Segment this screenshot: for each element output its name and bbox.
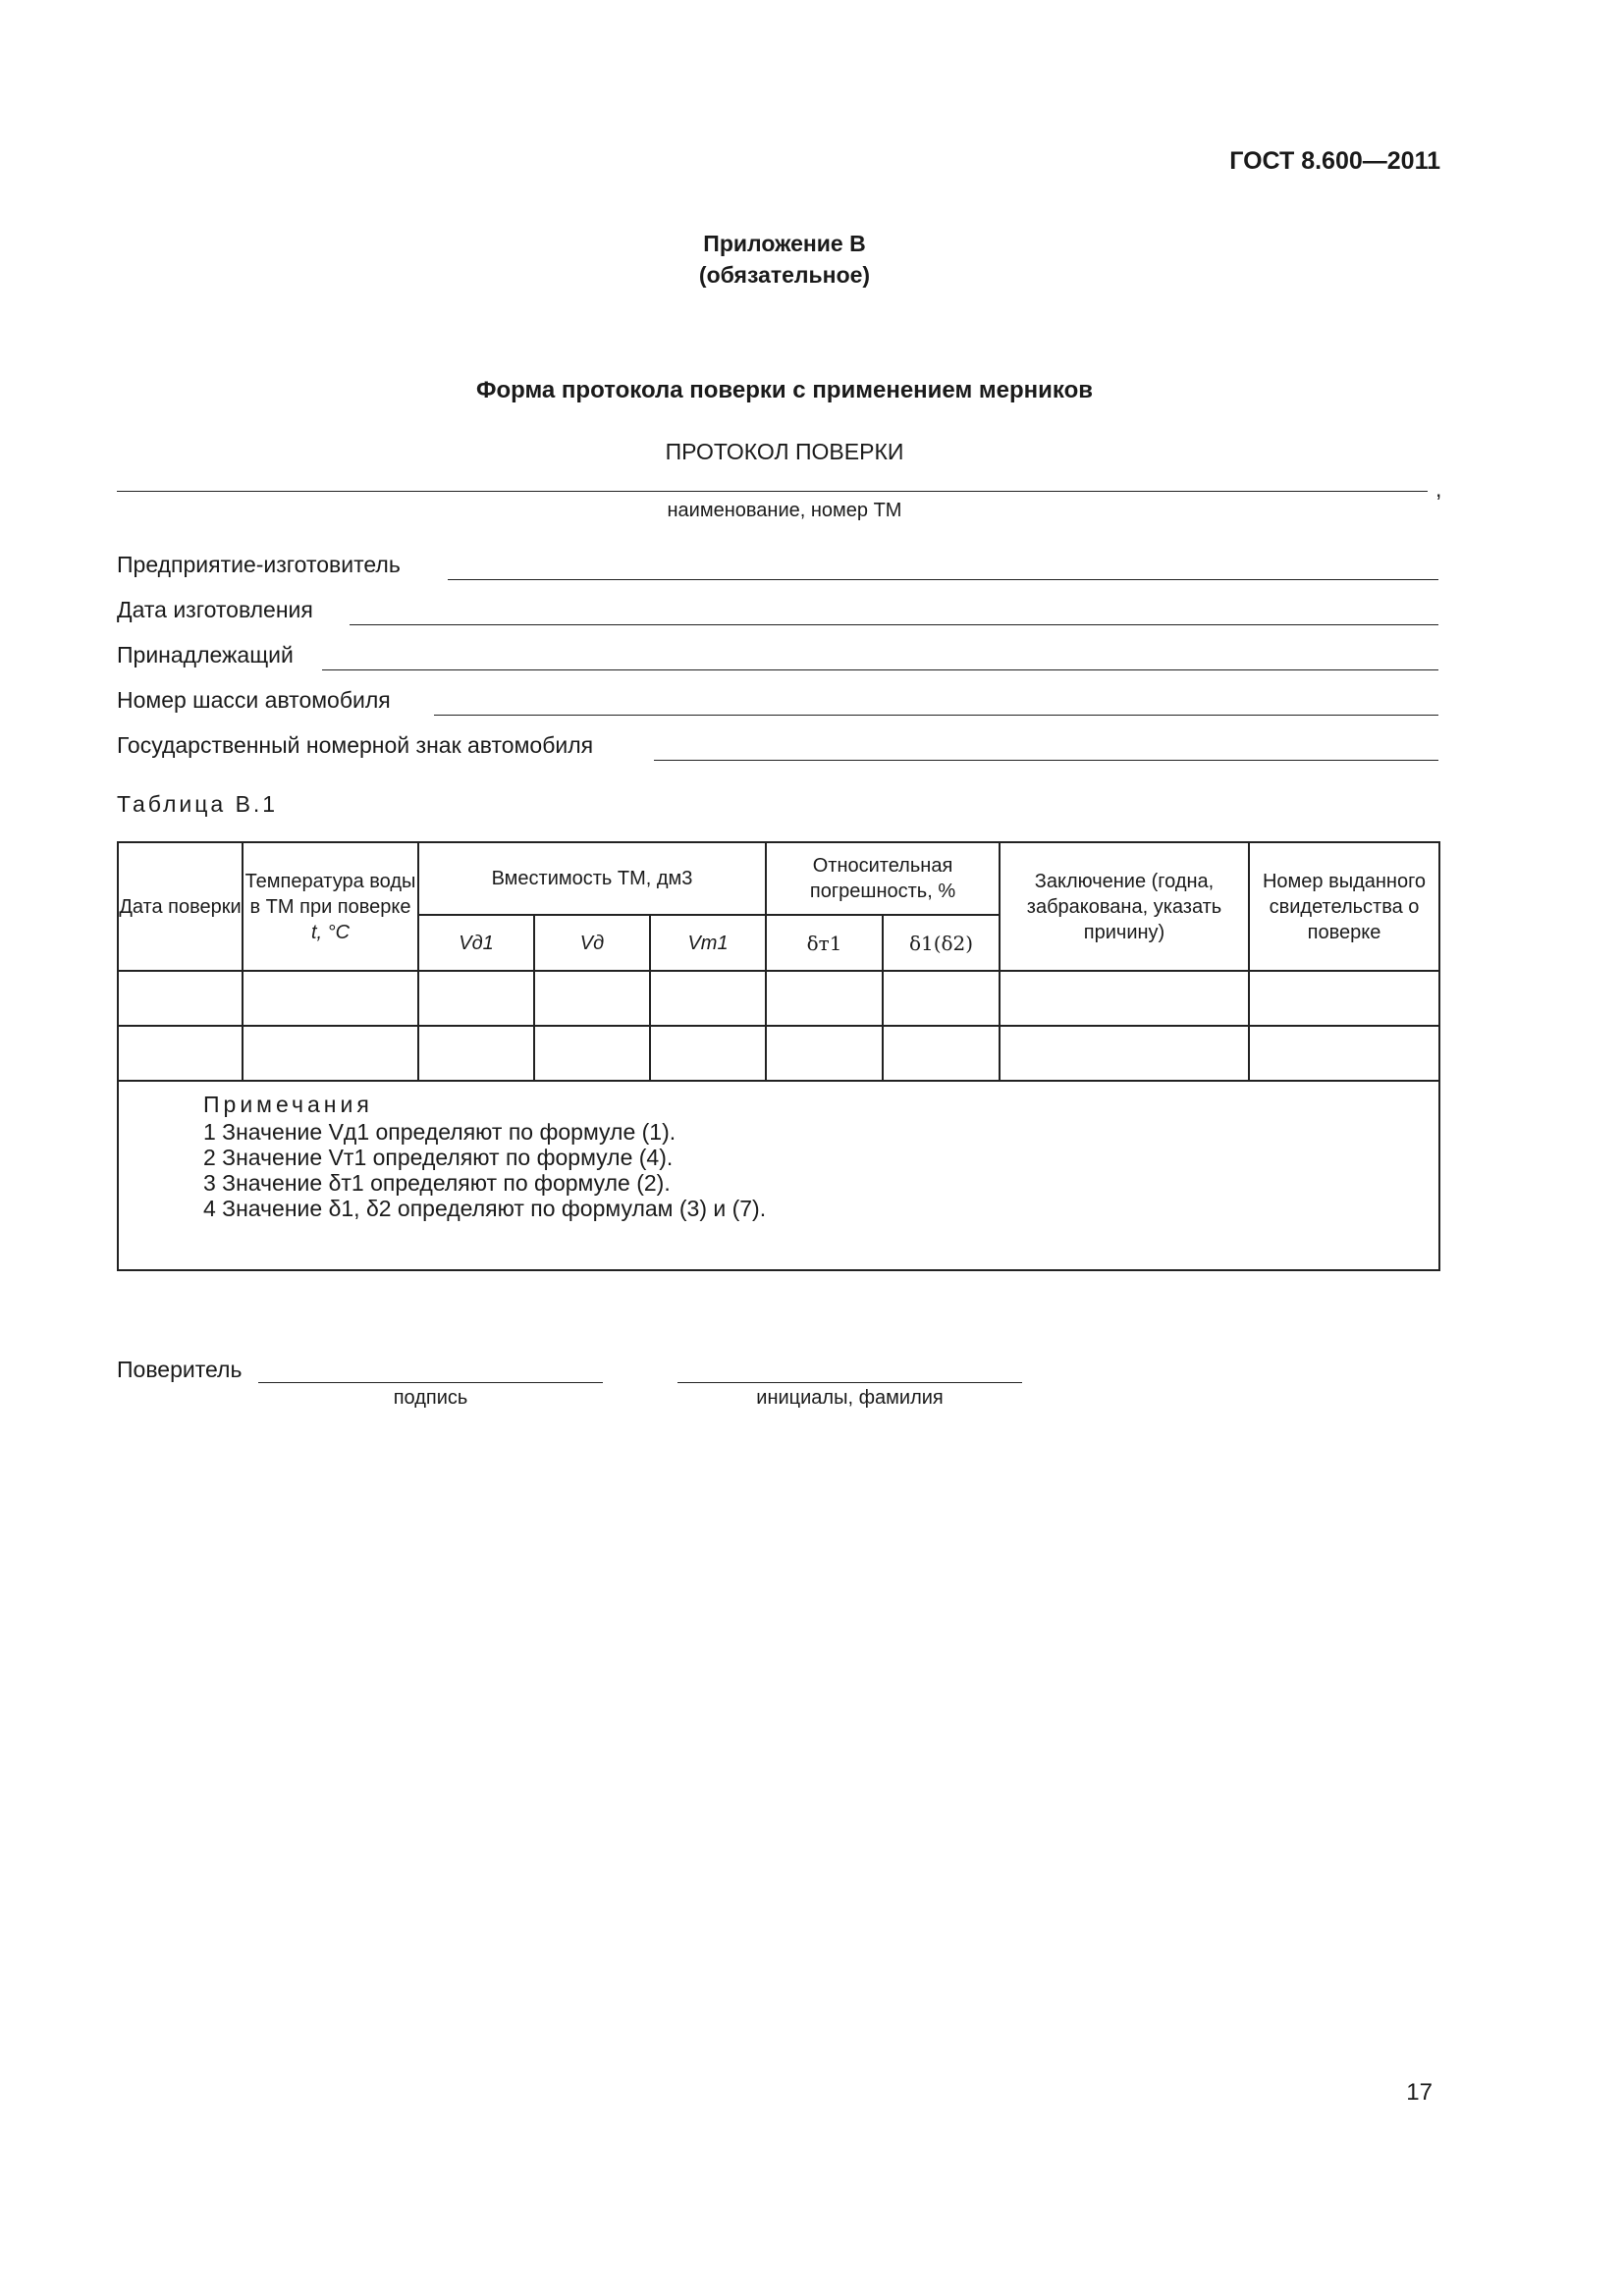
header-temperature-unit: t, °С [310,921,351,943]
header-temperature-text: Температура воды в ТМ при поверке [244,870,416,918]
signature-caption: подпись [393,1387,468,1409]
header-vd1: Vд1 [418,915,534,971]
header-capacity: Вместимость ТМ, дм3 [418,842,766,915]
manufacture-date-label: Дата изготовления [117,597,313,622]
header-certificate: Номер выданного свидетельства о поверке [1249,842,1439,971]
cell-delta-t1[interactable] [766,971,883,1026]
table-label: Таблица В.1 [117,791,279,817]
verifier-label: Поверитель [117,1357,243,1382]
form-title: Форма протокола поверки с применением мерников [475,377,1093,403]
cell-certificate[interactable] [1249,1026,1439,1081]
header-vd: Vд [534,915,650,971]
note-item: 2 Значение Vт1 определяют по формуле (4). [203,1145,674,1170]
signature-line[interactable] [258,1382,603,1383]
header-temperature [243,842,418,971]
cell-date[interactable] [118,971,243,1026]
chassis-number-line[interactable] [434,715,1438,716]
standard-number: ГОСТ 8.600—2011 [1229,147,1440,175]
note-item: 1 Значение Vд1 определяют по формуле (1). [203,1119,677,1145]
table-row [118,1026,1439,1081]
note-item: 4 Значение δ1, δ2 определяют по формулам (3) и (7). [203,1196,767,1221]
annex-title: Приложение В [703,231,866,256]
annex-status: (обязательное) [698,262,871,288]
cell-temperature[interactable] [243,971,418,1026]
initials-caption: инициалы, фамилия [756,1387,944,1409]
name-line-comma: , [1435,476,1442,502]
cell-vd[interactable] [534,971,650,1026]
cell-vt1[interactable] [650,1026,766,1081]
owner-label: Принадлежащий [117,642,294,667]
name-caption: наименование, номер ТМ [667,500,902,521]
name-line [117,491,1428,492]
header-conclusion: Заключение (годна, забракована, указать причину) [1000,842,1249,971]
manufacture-date-line[interactable] [350,624,1438,625]
manufacturer-label: Предприятие-изготовитель [117,552,401,577]
header-delta1-delta2: δ1(δ2) [883,915,1000,971]
note-item: 3 Значение δт1 определяют по формуле (2). [203,1170,671,1196]
cell-certificate[interactable] [1249,971,1439,1026]
cell-vd[interactable] [534,1026,650,1081]
verification-table [117,841,1440,1271]
cell-temperature[interactable] [243,1026,418,1081]
owner-line[interactable] [322,669,1438,670]
table-row [118,971,1439,1026]
manufacturer-line[interactable] [448,579,1438,580]
cell-vd1[interactable] [418,971,534,1026]
table-notes [118,1081,1439,1270]
page-number: 17 [1406,2079,1433,2106]
initials-line[interactable] [677,1382,1022,1383]
header-delta-t1: δт1 [766,915,883,971]
license-plate-label: Государственный номерной знак автомобиля [117,732,594,758]
notes-title: Примечания [203,1092,373,1117]
cell-date[interactable] [118,1026,243,1081]
cell-delta1-delta2[interactable] [883,971,1000,1026]
header-error: Относительная погрешность, % [766,842,1000,915]
cell-conclusion[interactable] [1000,1026,1249,1081]
annex-heading [0,228,1569,291]
protocol-title: ПРОТОКОЛ ПОВЕРКИ [665,439,904,464]
header-date: Дата поверки [118,842,243,971]
cell-delta1-delta2[interactable] [883,1026,1000,1081]
chassis-number-label: Номер шасси автомобиля [117,687,391,713]
header-vt1: Vт1 [650,915,766,971]
license-plate-line[interactable] [654,760,1438,761]
cell-delta-t1[interactable] [766,1026,883,1081]
cell-vt1[interactable] [650,971,766,1026]
cell-vd1[interactable] [418,1026,534,1081]
cell-conclusion[interactable] [1000,971,1249,1026]
